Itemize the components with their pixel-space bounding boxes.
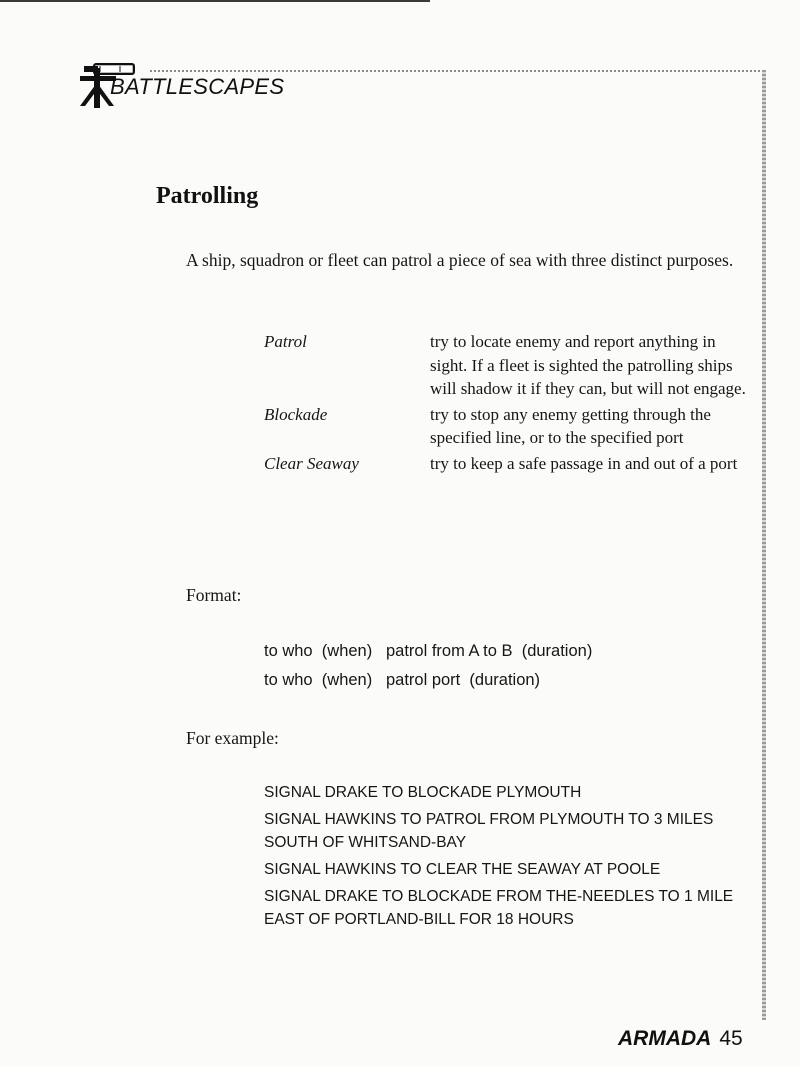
definition-term: Blockade (264, 404, 328, 424)
example-label: For example: (186, 728, 279, 748)
format-lines (264, 637, 592, 695)
footer-book-title: ARMADA (618, 1027, 712, 1050)
definition-text: try to stop any enemy getting through the specified line, or to the specified port (430, 404, 711, 447)
example-item: SIGNAL HAWKINS TO PATROL FROM PLYMOUTH TO 3 MILES SOUTH OF WHITSAND-BAY (264, 811, 714, 851)
intro-paragraph: A ship, squadron or fleet can patrol a piece of sea with three distinct purposes. (186, 250, 734, 270)
frame-right-border (762, 70, 766, 1020)
page-footer (618, 1027, 743, 1051)
definition-text: try to keep a safe passage in and out of a port (430, 453, 738, 473)
format-line: to who (when) patrol port (duration) (264, 671, 541, 689)
frame-top-border (150, 70, 766, 72)
format-line: to who (when) patrol from A to B (duration) (264, 642, 593, 660)
page-number: 45 (719, 1027, 743, 1050)
definition-table (264, 330, 754, 476)
example-item: SIGNAL HAWKINS TO CLEAR THE SEAWAY AT POOLE (264, 861, 661, 878)
example-list (264, 781, 744, 935)
definition-row-clear-seaway (264, 452, 754, 476)
section-title: Patrolling (156, 183, 259, 209)
definition-term: Clear Seaway (264, 453, 359, 473)
definition-text: try to locate enemy and report anything in sight. If a fleet is sighted the patrolling ships will shadow it if they can, but will not engage. (430, 332, 746, 398)
example-item: SIGNAL DRAKE TO BLOCKADE FROM THE-NEEDLES TO 1 MILE EAST OF PORTLAND-BILL FOR 18 HOURS (264, 888, 734, 928)
definition-term: Patrol (264, 332, 307, 351)
top-rule (0, 0, 430, 2)
definition-row-blockade (264, 403, 754, 450)
example-item: SIGNAL DRAKE TO BLOCKADE PLYMOUTH (264, 784, 582, 801)
format-label: Format: (186, 585, 242, 605)
definition-row-patrol (264, 330, 754, 401)
header-title: BATTLESCAPES (110, 74, 285, 99)
